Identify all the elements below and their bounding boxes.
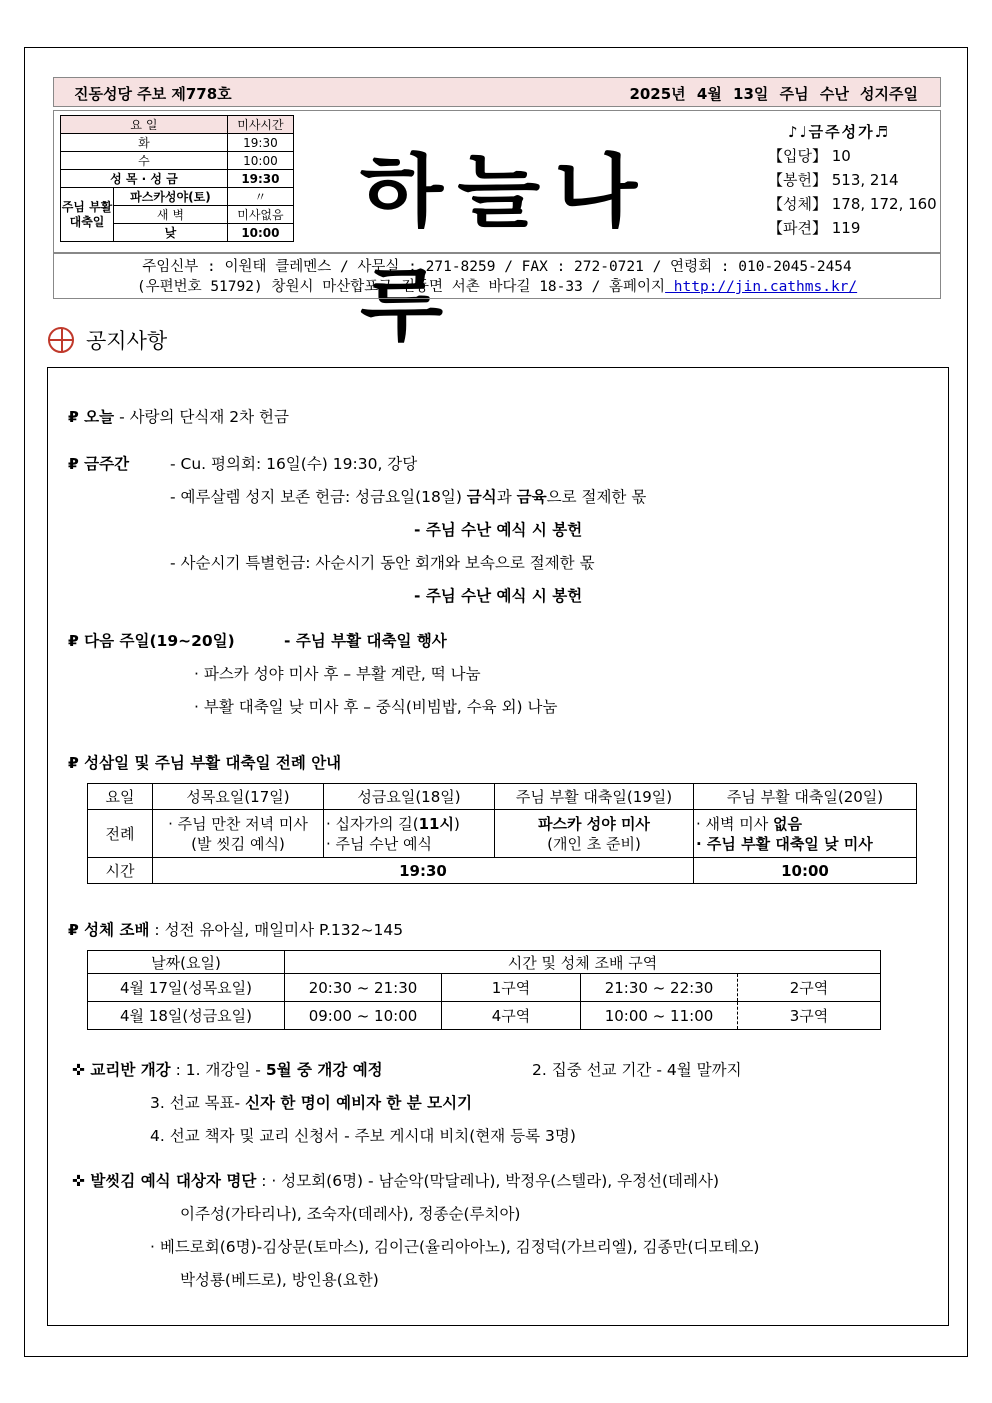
footwash-line: · 베드로회(6명)-김상문(토마스), 김이근(율리아아노), 김정덕(가브리엘), 김종만(디모테오) bbox=[150, 1238, 760, 1256]
next-sunday-line: · 부활 대축일 낮 미사 후 – 중식(비빔밥, 수육 외) 나눔 bbox=[194, 698, 558, 716]
cross-icon bbox=[48, 327, 74, 353]
rite-cell: 파스카 성야 미사 (개인 초 준비) bbox=[495, 810, 694, 858]
adoration-time: 21:30 ~ 22:30 bbox=[581, 974, 738, 1002]
hymn-item: 【입당】 10 bbox=[768, 147, 851, 165]
week-line: - 예루살렘 성지 보존 헌금: 성금요일(18일) 금식과 금육으로 절제한 몫 bbox=[170, 488, 647, 506]
mass-day: 성 목 · 성 금 bbox=[61, 170, 228, 188]
week-label: ₽ 금주간 bbox=[68, 455, 130, 473]
footwash-line: 박성룡(베드로), 방인용(요한) bbox=[180, 1271, 379, 1289]
adoration-table bbox=[87, 950, 881, 1030]
week-line: - Cu. 평의회: 16일(수) 19:30, 강당 bbox=[170, 455, 418, 473]
week-line: - 주님 수난 예식 시 봉헌 bbox=[414, 521, 583, 539]
today-item: ₽ 오늘 - 사랑의 단식재 2차 헌금 bbox=[68, 408, 289, 426]
mass-time: 19:30 bbox=[227, 134, 293, 152]
liturgy-header: 성금요일(18일) bbox=[324, 784, 495, 810]
logo-title: 하늘나루 bbox=[360, 146, 652, 353]
liturgy-header: 성목요일(17일) bbox=[153, 784, 324, 810]
title-bar bbox=[53, 77, 941, 107]
easter-time: 미사없음 bbox=[227, 206, 293, 224]
easter-label: 주님 부활 대축일 bbox=[61, 188, 114, 242]
liturgy-header: 요일 bbox=[88, 784, 153, 810]
easter-time: 〃 bbox=[227, 188, 293, 206]
liturgy-header: 주님 부활 대축일(19일) bbox=[495, 784, 694, 810]
rite-cell: · 십자가의 길(11시) · 주님 수난 예식 bbox=[324, 810, 495, 858]
notice-heading bbox=[48, 325, 167, 355]
hymn-title: ♪♩금주성가♬ bbox=[788, 123, 891, 141]
mass-time-table bbox=[60, 115, 294, 242]
date-line: 2025년 4월 13일 주님 수난 성지주일 bbox=[629, 85, 918, 103]
rite-cell: · 주님 만찬 저녁 미사 (발 씻김 예식) bbox=[153, 810, 324, 858]
adoration-header: 날짜(요일) bbox=[88, 951, 285, 974]
time-label: 시간 bbox=[88, 858, 153, 884]
easter-time: 10:00 bbox=[227, 224, 293, 242]
easter-sub: 파스카성야(토) bbox=[114, 188, 228, 206]
adoration-header: 시간 및 성체 조배 구역 bbox=[285, 951, 881, 974]
contact-line-1: 주임신부 : 이원태 클레멘스 / 사무실 : 271-8259 / FAX : 272-0721 / 연령회 : 010-2045-2454 bbox=[142, 259, 852, 275]
notice-title: 공지사항 bbox=[86, 329, 168, 353]
mass-day: 화 bbox=[61, 134, 228, 152]
catechism-line: 2. 집중 선교 기간 - 4월 말까지 bbox=[532, 1061, 742, 1079]
contact-info bbox=[53, 253, 941, 299]
easter-sub: 새 벽 bbox=[114, 206, 228, 224]
hymn-item: 【파견】 119 bbox=[768, 219, 861, 237]
time-value: 10:00 bbox=[694, 858, 917, 884]
adoration-zone: 2구역 bbox=[738, 974, 881, 1002]
footwash-line: ✜ 발씻김 예식 대상자 명단 : · 성모회(6명) - 남순악(막달레나), 박정우(스텔라), 우정선(데레사) bbox=[72, 1172, 720, 1190]
liturgy-label: ₽ 성삼일 및 주님 부활 대축일 전례 안내 bbox=[68, 754, 342, 772]
homepage-link[interactable]: http://jin.cathms.kr/ bbox=[665, 279, 858, 295]
next-sunday-label: ₽ 다음 주일(19~20일) bbox=[68, 632, 235, 650]
adoration-time: 09:00 ~ 10:00 bbox=[285, 1002, 442, 1030]
easter-sub: 낮 bbox=[114, 224, 228, 242]
adoration-time: 20:30 ~ 21:30 bbox=[285, 974, 442, 1002]
adoration-zone: 3구역 bbox=[738, 1002, 881, 1030]
adoration-zone: 4구역 bbox=[442, 1002, 581, 1030]
contact-line-2: (우편번호 51792) 창원시 마산합포구 진동면 서촌 바다길 18-33 / 홈페이지 http://jin.cathms.kr/ bbox=[136, 279, 858, 295]
adoration-time: 10:00 ~ 11:00 bbox=[581, 1002, 738, 1030]
mass-time: 19:30 bbox=[227, 170, 293, 188]
bulletin-number: 진동성당 주보 제778호 bbox=[74, 85, 232, 103]
adoration-date: 4월 17일(성목요일) bbox=[88, 974, 285, 1002]
adoration-line: ₽ 성체 조배 : 성전 유아실, 매일미사 P.132~145 bbox=[68, 921, 404, 939]
hymn-list bbox=[768, 120, 937, 240]
week-line: - 주님 수난 예식 시 봉헌 bbox=[414, 587, 583, 605]
mass-day: 수 bbox=[61, 152, 228, 170]
rite-cell: · 새벽 미사 없음 · 주님 부활 대축일 낮 미사 bbox=[694, 810, 917, 858]
week-line: - 사순시기 특별헌금: 사순시기 동안 회개와 보속으로 절제한 몫 bbox=[170, 554, 595, 572]
next-sunday-line: · 파스카 성야 미사 후 – 부활 계란, 떡 나눔 bbox=[194, 665, 481, 683]
hymn-item: 【성체】 178, 172, 160 bbox=[768, 195, 937, 213]
liturgy-header: 주님 부활 대축일(20일) bbox=[694, 784, 917, 810]
catechism-line: 3. 선교 목표- 신자 한 명이 예비자 한 분 모시기 bbox=[150, 1094, 473, 1112]
adoration-zone: 1구역 bbox=[442, 974, 581, 1002]
hymn-item: 【봉헌】 513, 214 bbox=[768, 171, 899, 189]
catechism-line: ✜ 교리반 개강 : 1. 개강일 - 5월 중 개강 예정 bbox=[72, 1061, 383, 1079]
col-day: 요 일 bbox=[61, 116, 228, 134]
adoration-date: 4월 18일(성금요일) bbox=[88, 1002, 285, 1030]
col-time: 미사시간 bbox=[227, 116, 293, 134]
time-value: 19:30 bbox=[153, 858, 694, 884]
rite-label: 전례 bbox=[88, 810, 153, 858]
footwash-line: 이주성(가타리나), 조숙자(데레사), 정종순(루치아) bbox=[180, 1205, 521, 1223]
mass-time: 10:00 bbox=[227, 152, 293, 170]
liturgy-table bbox=[87, 783, 917, 884]
next-sunday-title: - 주님 부활 대축일 행사 bbox=[284, 632, 447, 650]
catechism-line: 4. 선교 책자 및 교리 신청서 - 주보 게시대 비치(현재 등록 3명) bbox=[150, 1127, 576, 1145]
